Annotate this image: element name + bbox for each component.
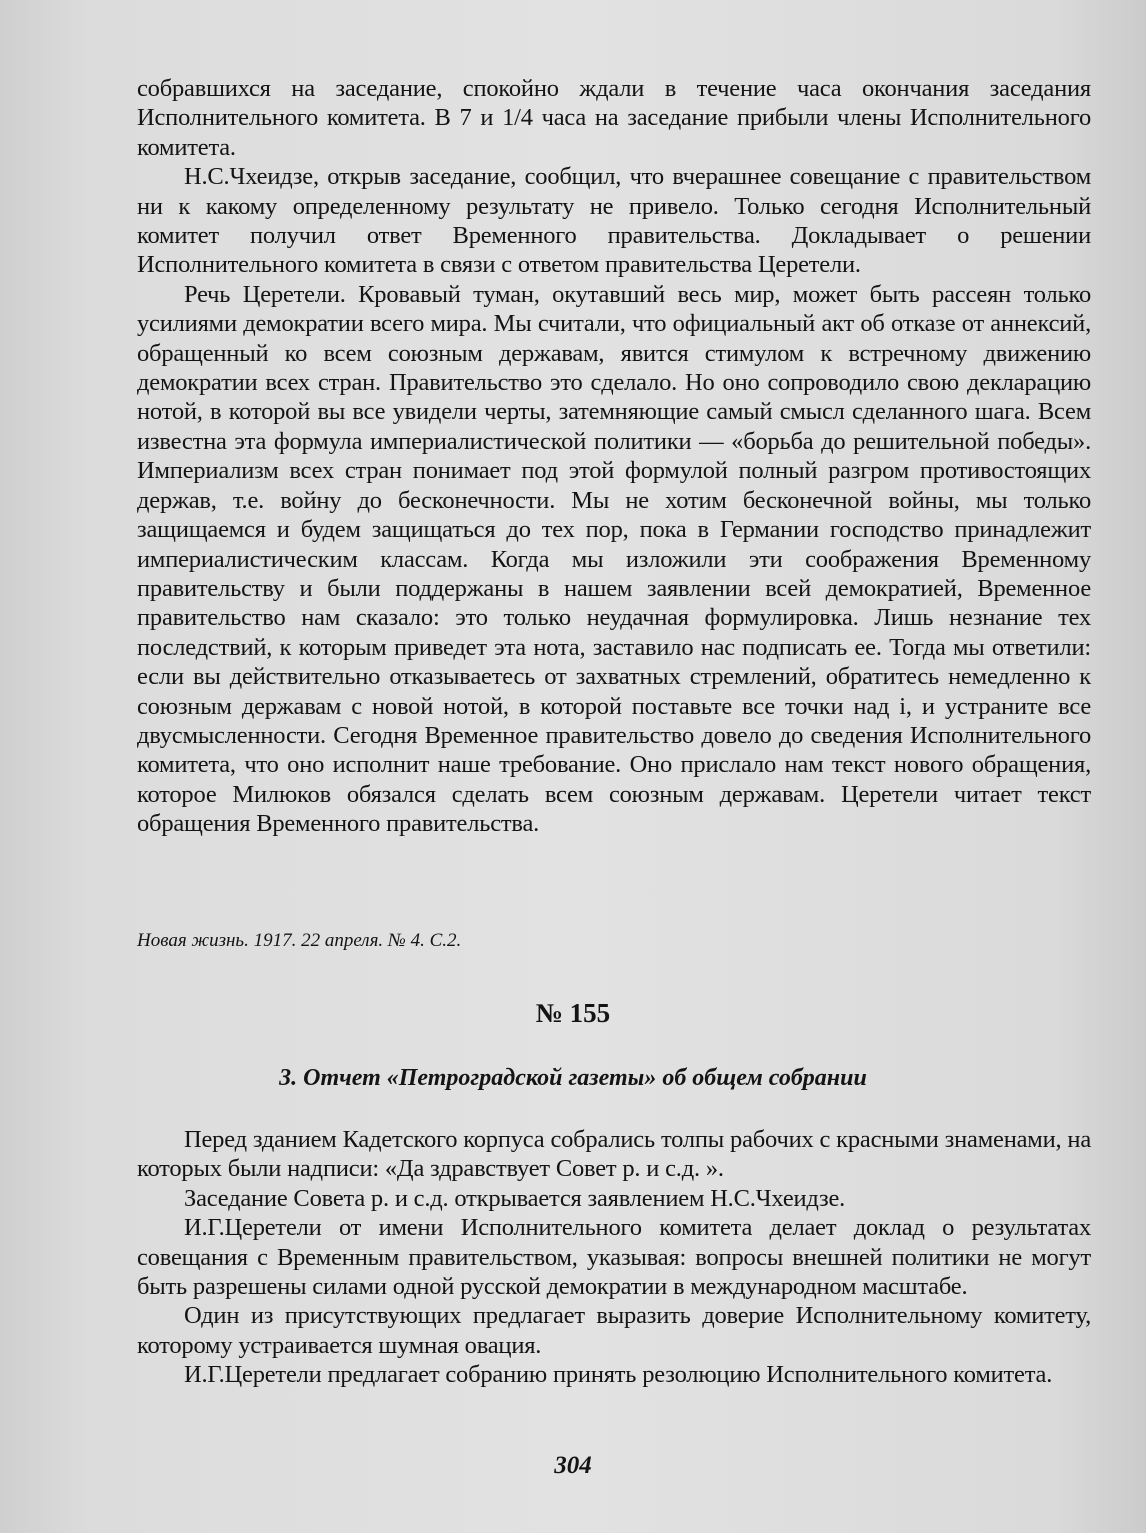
second-section-text	[137, 1125, 1091, 1390]
paragraph-report: И.Г.Церетели от имени Исполнительного комитета делает доклад о результатах совещания с Временным правительством, указывая: вопросы внешней политики не могут быть разрешены силами одной русской демократии в международном масштабе.	[137, 1214, 1091, 1301]
first-section-text	[137, 74, 1091, 839]
paragraph-tsereteli-speech: Речь Церетели. Кровавый туман, окутавший весь мир, может быть рассеян только усилиями демократии всего мира. Мы считали, что официальный акт об отказе от аннексий, обращенный ко всем союзным державам, явится стимулом к встречному движению демократии всех стран. Правительство это сделало. Но оно сопроводило свою декларацию нотой, в которой вы все увидели черты, затемняющие самый смысл сделанного шага. Всем известна эта формула империалистической политики — «борьба до решительной победы». Империализм всех стран понимает под этой формулой полный разгром противостоящих держав, т.е. войну до бесконечности. Мы не хотим бесконечной войны, мы только защищаемся и будем защищаться до тех пор, пока в Германии господство принадлежит империалистическим классам. Когда мы изложили эти соображения Временному правительству и были поддержаны в нашем заявлении всей демократией, Временное правительство нам сказало: это только неудачная формулировка. Лишь незнание тех последствий, к которым приведет эта нота, заставило нас подписать ее. Тогда мы ответили: если вы действительно отказываетесь от захватных стремлений, обратитесь немедленно к союзным державам с новой нотой, в которой поставьте все точки над i, и устраните все двусмысленности. Сегодня Временное правительство довело до сведения Исполнительного комитета, что оно исполнит наше требование. Оно прислало нам текст нового обращения, которое Милюков обязался сделать всем союзным державам. Церетели читает текст обращения Временного правительства.	[137, 280, 1091, 838]
paragraph-opening: Заседание Совета р. и с.д. открывается заявлением Н.С.Чхеидзе.	[184, 1184, 846, 1212]
paragraph-crowds: Перед зданием Кадетского корпуса собрались толпы рабочих с красными знаменами, на которых были надписи: «Да здравствует Совет р. и с.д. ».	[137, 1126, 1091, 1183]
document-title: 3. Отчет «Петроградской газеты» об общем собрании	[279, 1065, 867, 1091]
paragraph-resolution: И.Г.Церетели предлагает собранию принять резолюцию Исполнительного комитета.	[184, 1361, 1053, 1389]
paragraph-ovation: Один из присутствующих предлагает выразить доверие Исполнительному комитету, которому устраивается шумная овация.	[137, 1302, 1091, 1359]
paragraph-chkheidze: Н.С.Чхеидзе, открыв заседание, сообщил, что вчерашнее совещание с правительством ни к какому определенному результату не привело. Только сегодня Исполнительный комитет получил ответ Временного правительства. Докладывает о решении Исполнительного комитета в связи с ответом правительства Церетели.	[137, 163, 1091, 279]
page-number: 304	[554, 1452, 592, 1479]
paragraph-continuation: собравшихся на заседание, спокойно ждали в течение часа окончания заседания Исполнительного комитета. В 7 и 1/4 часа на заседание прибыли члены Исполнительного комитета.	[137, 75, 1091, 161]
document-number: № 155	[535, 998, 611, 1028]
source-citation: Новая жизнь. 1917. 22 апреля. № 4. С.2.	[137, 930, 462, 951]
